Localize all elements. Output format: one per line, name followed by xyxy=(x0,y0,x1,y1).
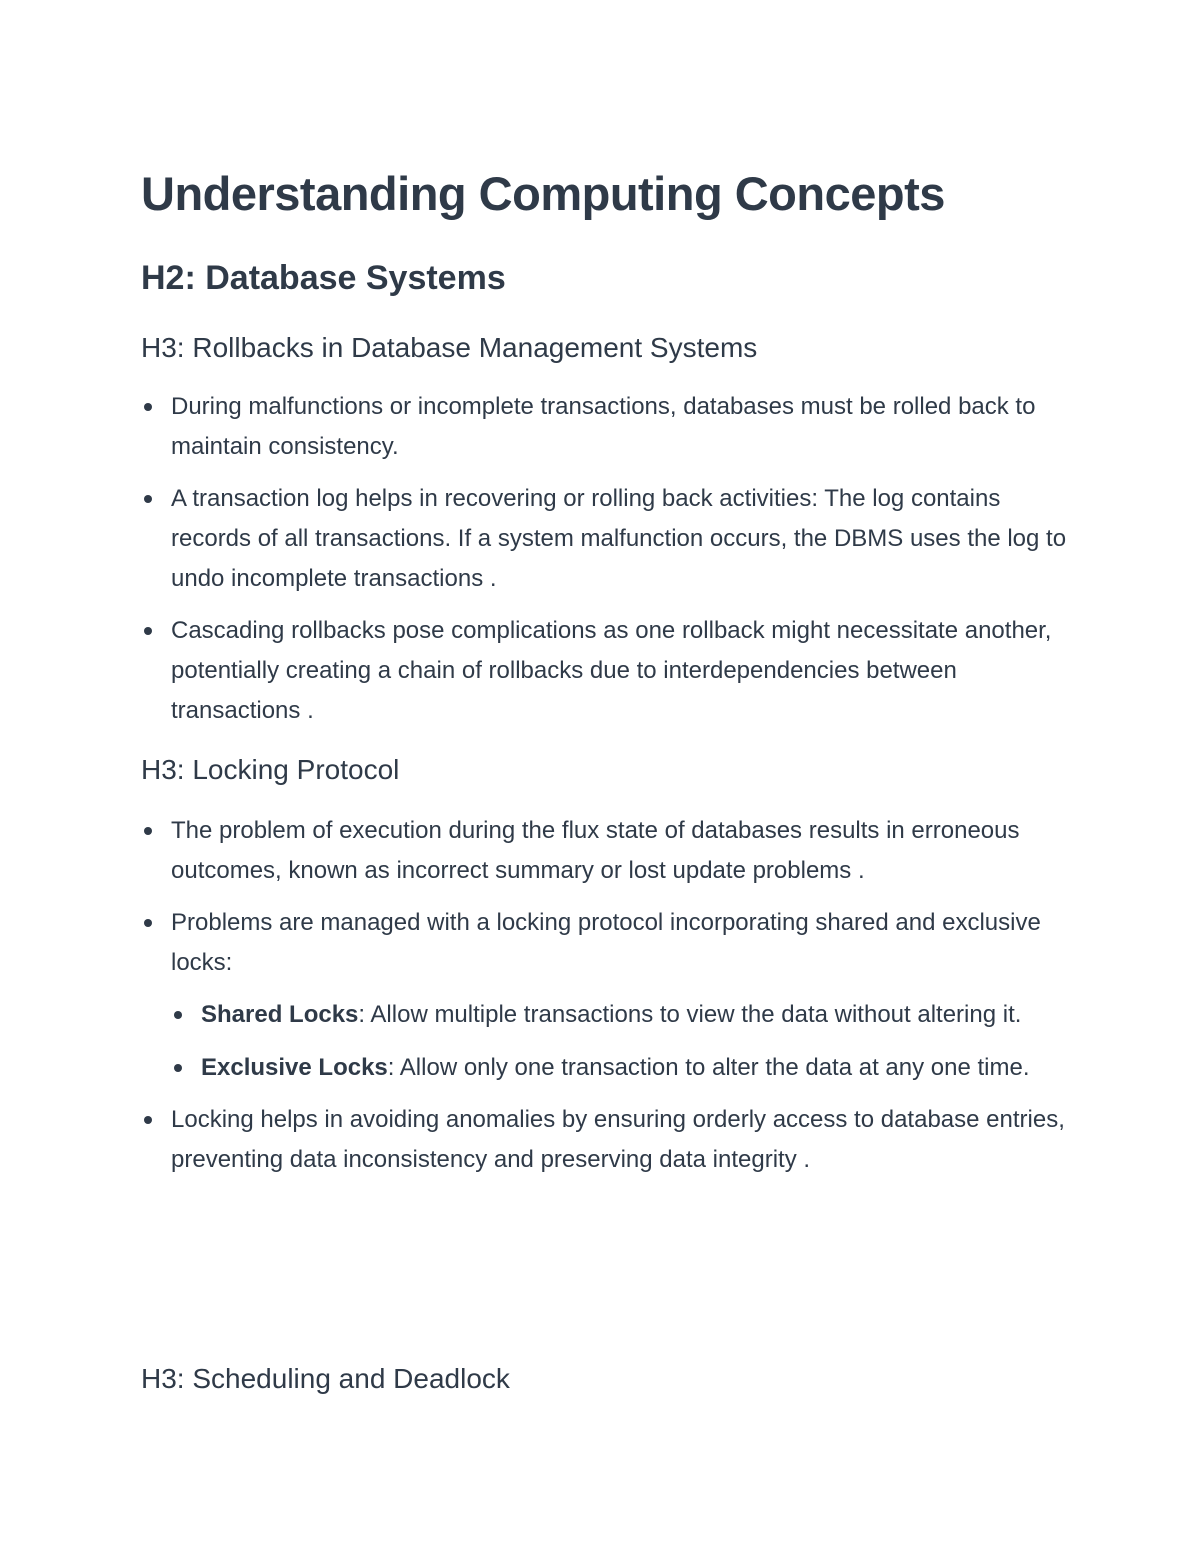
list-item-text: A transaction log helps in recovering or rolling back activities: The log contains records of all transactions. If a system malfunction occurs, the DBMS uses the log to undo incomplete transactions . xyxy=(171,485,1067,592)
term-exclusive-locks: Exclusive Locks xyxy=(201,1054,388,1081)
subsection-heading-locking: H3: Locking Protocol xyxy=(141,754,400,785)
sub-list-item xyxy=(171,1048,1071,1088)
locking-list xyxy=(141,811,1071,1180)
list-item-text: During malfunctions or incomplete transactions, databases must be rolled back to maintain consistency. xyxy=(171,393,1036,460)
bullet-icon xyxy=(144,919,152,927)
bullet-icon xyxy=(144,495,152,503)
list-item-text: The problem of execution during the flux state of databases results in erroneous outcomes, known as incorrect summary or lost update problems . xyxy=(171,817,1020,884)
term-definition: : Allow multiple transactions to view the data without altering it. xyxy=(358,1001,1022,1028)
term-shared-locks: Shared Locks xyxy=(201,1001,359,1028)
list-item xyxy=(141,387,1071,467)
rollbacks-list xyxy=(141,387,1071,731)
document-title: Understanding Computing Concepts xyxy=(141,167,945,220)
list-item xyxy=(141,811,1071,891)
bullet-icon xyxy=(174,1011,182,1019)
list-item xyxy=(141,479,1071,599)
list-item xyxy=(141,1100,1071,1180)
subsection-heading-scheduling: H3: Scheduling and Deadlock xyxy=(141,1363,510,1394)
bullet-icon xyxy=(144,627,152,635)
bullet-icon xyxy=(174,1064,182,1072)
sub-list-item xyxy=(171,995,1071,1035)
term-definition: : Allow only one transaction to alter the data at any one time. xyxy=(387,1054,1030,1081)
bullet-icon xyxy=(144,827,152,835)
list-item xyxy=(141,611,1071,731)
list-item xyxy=(141,903,1071,1088)
list-item-text: Locking helps in avoiding anomalies by ensuring orderly access to database entries, preventing data inconsistency and preserving data integrity . xyxy=(171,1106,1065,1173)
bullet-icon xyxy=(144,1116,152,1124)
list-item-text: Cascading rollbacks pose complications as one rollback might necessitate another, potentially creating a chain of rollbacks due to interdependencies between transactions . xyxy=(171,617,1052,724)
section-heading-database-systems: H2: Database Systems xyxy=(141,259,506,297)
lock-types-sublist xyxy=(171,995,1071,1088)
bullet-icon xyxy=(144,403,152,411)
list-item-text: Problems are managed with a locking protocol incorporating shared and exclusive locks: xyxy=(171,909,1041,976)
subsection-heading-rollbacks: H3: Rollbacks in Database Management Systems xyxy=(141,332,758,363)
